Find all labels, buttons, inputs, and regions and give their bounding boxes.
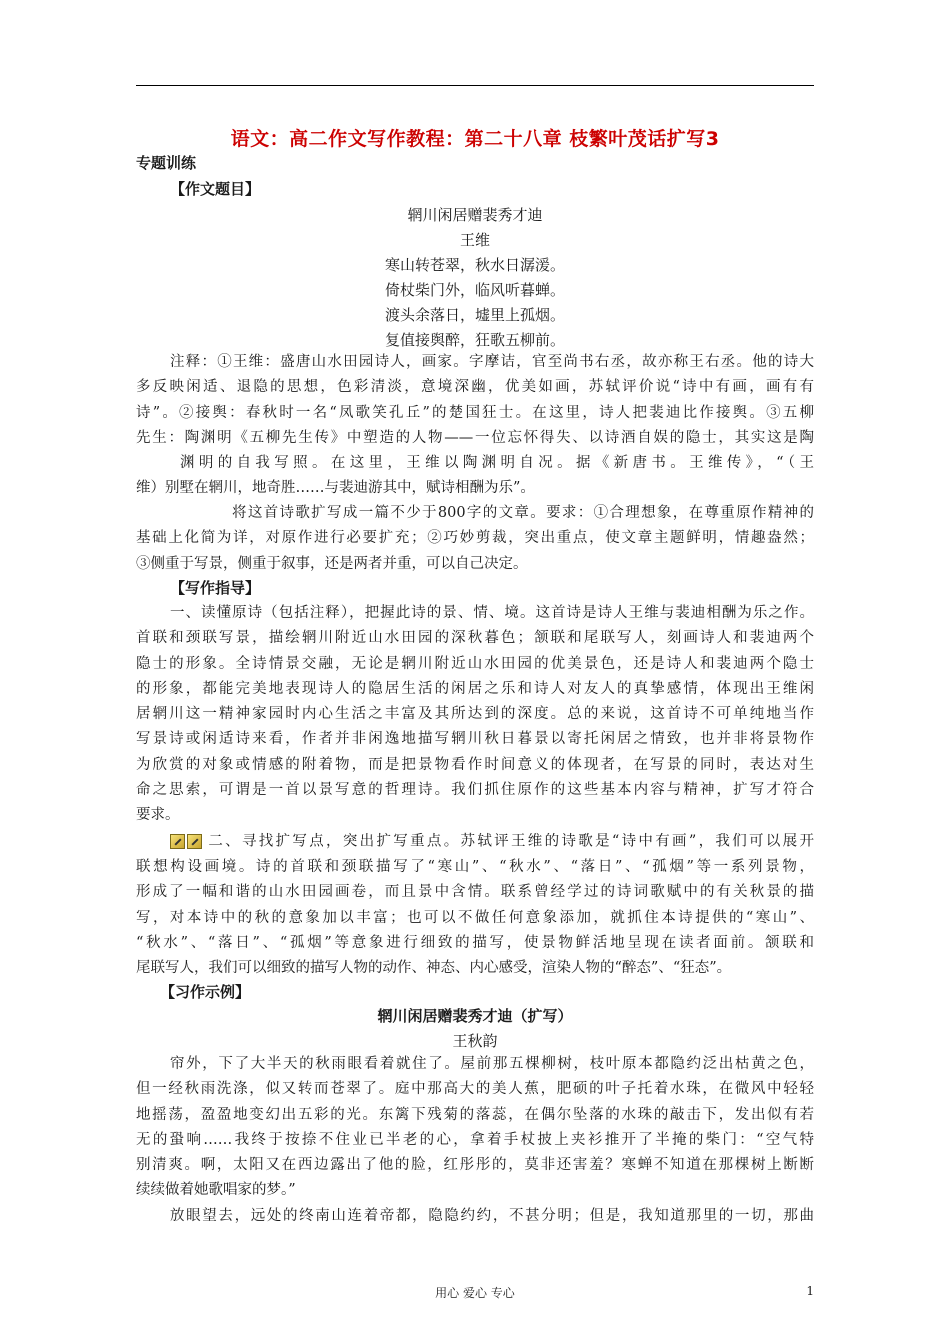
guide-line: 要求。	[136, 807, 180, 824]
page-title: 语文：高二作文写作教程：第二十八章 枝繁叶茂话扩写3	[230, 128, 720, 150]
example-line: 续续做着她歌唱家的梦。”	[136, 1182, 296, 1199]
guide-line: “秋水”、“落日”、“孤烟”等意象进行细致的描写，使景物鲜活地呈现在读者面前。颔联和	[136, 934, 814, 951]
guide-line: 的形象，都能完美地表现诗人的隐居生活的闲居之乐和诗人对友人的真挚感情，体现出王维闲	[136, 680, 814, 697]
example-line: 地摇荡，盈盈地变幻出五彩的光。东篱下残菊的落蕊，在偶尔坠落的水珠的敲击下，发出似有若	[136, 1106, 814, 1123]
guide-line: 写景诗或闲适诗来看，作者并非闲逸地描写辋川秋日暮景以寄托闲居之情致，也并非将景物作	[136, 731, 814, 748]
example-paragraph-2	[136, 1204, 814, 1229]
poem-line: 渡头余落日，墟里上孤烟。	[384, 306, 565, 324]
guide-line	[136, 829, 814, 855]
guide-paragraph-1	[136, 601, 814, 829]
guide-line: 尾联写人，我们可以细致的描写人物的动作、神态、内心感受，渲染人物的“醉态”、“狂态”。	[136, 960, 732, 977]
heading-example: 【习作示例】	[160, 983, 251, 1001]
example-line: 帘外，下了大半天的秋雨眼看着就住了。屋前那五棵柳树，枝叶原本都隐约泛出枯黄之色，	[170, 1056, 814, 1072]
heading-topic: 【作文题目】	[170, 180, 261, 198]
guide-paragraph-2	[136, 829, 814, 981]
requirement-line: 基础上化简为详，对原作进行必要扩充；②巧妙剪裁，突出重点，使文章主题鲜明，情趣盎然；	[136, 530, 814, 547]
poem-author: 王维	[459, 231, 490, 249]
notes-line: 渊明的自我写照。在这里，王维以陶渊明自况。据《新唐书。王维传》，“（王	[180, 455, 814, 472]
notes-line: 先生：陶渊明《五柳先生传》中塑造的人物——一位忘怀得失、以诗酒自娱的隐士，其实这是陶	[136, 429, 814, 446]
guide-line: 联想构设画境。诗的首联和颈联描写了“寒山”、“秋水”、“落日”、“孤烟”等一系列景物，	[136, 858, 814, 875]
notes-paragraph	[136, 350, 814, 502]
pencil-icon	[187, 834, 202, 849]
guide-line: 命之思索，可谓是一首以景写意的哲理诗。我们抓住原作的这些基本内容与精神，扩写才符合	[136, 782, 814, 799]
heading-guide: 【写作指导】	[170, 579, 261, 597]
poem-line: 复值接舆醉，狂歌五柳前。	[384, 331, 565, 349]
notes-line: 多反映闲适、退隐的思想，色彩清淡，意境深幽，优美如画，苏轼评价说“诗中有画，画有有	[136, 379, 814, 396]
requirement-line: ③侧重于写景，侧重于叙事，还是两者并重，可以自己决定。	[136, 555, 528, 572]
example-line: 无的蛩响……我终于按捺不住业已半老的心，拿着手杖披上夹衫推开了半掩的柴门：“空气特	[136, 1131, 814, 1148]
notes-line: 诗”。②接舆：春秋时一名“凤歌笑孔丘”的楚国狂士。在这里，诗人把裴迪比作接舆。③五柳	[136, 404, 814, 421]
requirement-line: 将这首诗歌扩写成一篇不少于800字的文章。要求：①合理想象，在尊重原作精神的	[232, 505, 814, 521]
poem-line: 寒山转苍翠，秋水日潺湲。	[384, 256, 565, 274]
footer-motto: 用心 爱心 专心	[435, 1286, 515, 1300]
guide-line: 隐士的形象。全诗情景交融，无论是辋川附近山水田园的优美景色，还是诗人和裴迪两个隐士	[136, 655, 814, 672]
example-line: 别清爽。啊，太阳又在西边露出了他的脸，红彤彤的，莫非还害羞？寒蝉不知道在那棵树上断断	[136, 1157, 814, 1174]
example-paragraph-1	[136, 1052, 814, 1204]
guide-line: 形成了一幅和谐的山水田园画卷，而且景中含情。联系曾经学过的诗词歌赋中的有关秋景的描	[136, 884, 814, 901]
section-label: 专题训练	[136, 154, 197, 172]
guide-line: 写，对本诗中的秋的意象加以丰富；也可以不做任何意象添加，就抓住本诗提供的“寒山”、	[136, 909, 814, 926]
edit-icons	[170, 829, 204, 854]
requirement-paragraph	[136, 501, 814, 577]
notes-line: 注释：①王维：盛唐山水田园诗人，画家。字摩诘，官至尚书右丞，故亦称王右丞。他的诗大	[170, 354, 814, 370]
example-line: 放眼望去，远处的终南山连着帝都，隐隐约约，不甚分明；但是，我知道那里的一切，那曲	[170, 1208, 814, 1224]
example-title: 辋川闲居赠裴秀才迪（扩写）	[377, 1007, 573, 1025]
example-line: 但一经秋雨洗涤，似又转而苍翠了。庭中那高大的美人蕉，肥硕的叶子托着水珠，在微风中轻轻	[136, 1081, 814, 1098]
header-rule	[136, 85, 814, 86]
guide-line: 一、读懂原诗（包括注释），把握此诗的景、情、境。这首诗是诗人王维与裴迪相酬为乐之作。	[170, 605, 814, 621]
page-number: 1	[806, 1284, 814, 1298]
guide-line: 居辋川这一精神家园时内心生活之丰富及其所达到的深度。总的来说，这首诗不可单纯地当作	[136, 706, 814, 723]
guide-line: 首联和颈联写景，描绘辋川附近山水田园的深秋暮色；颔联和尾联写人，刻画诗人和裴迪两个	[136, 630, 814, 647]
example-author: 王秋韵	[452, 1032, 498, 1050]
guide-line: 为欣赏的对象或情感的附着物，而是把景物看作时间意义的体现者，在写景的同时，表达对生	[136, 756, 814, 773]
notes-line: 维）别墅在辋川，地奇胜……与裴迪游其中，赋诗相酬为乐”。	[136, 480, 535, 497]
pencil-icon	[170, 834, 185, 849]
guide-text: 二、寻找扩写点，突出扩写重点。苏轼评王维的诗歌是“诗中有画”，我们可以展开	[206, 833, 814, 850]
poem-line: 倚杖柴门外，临风听暮蝉。	[384, 281, 565, 299]
poem-title: 辋川闲居赠裴秀才迪	[407, 206, 543, 224]
